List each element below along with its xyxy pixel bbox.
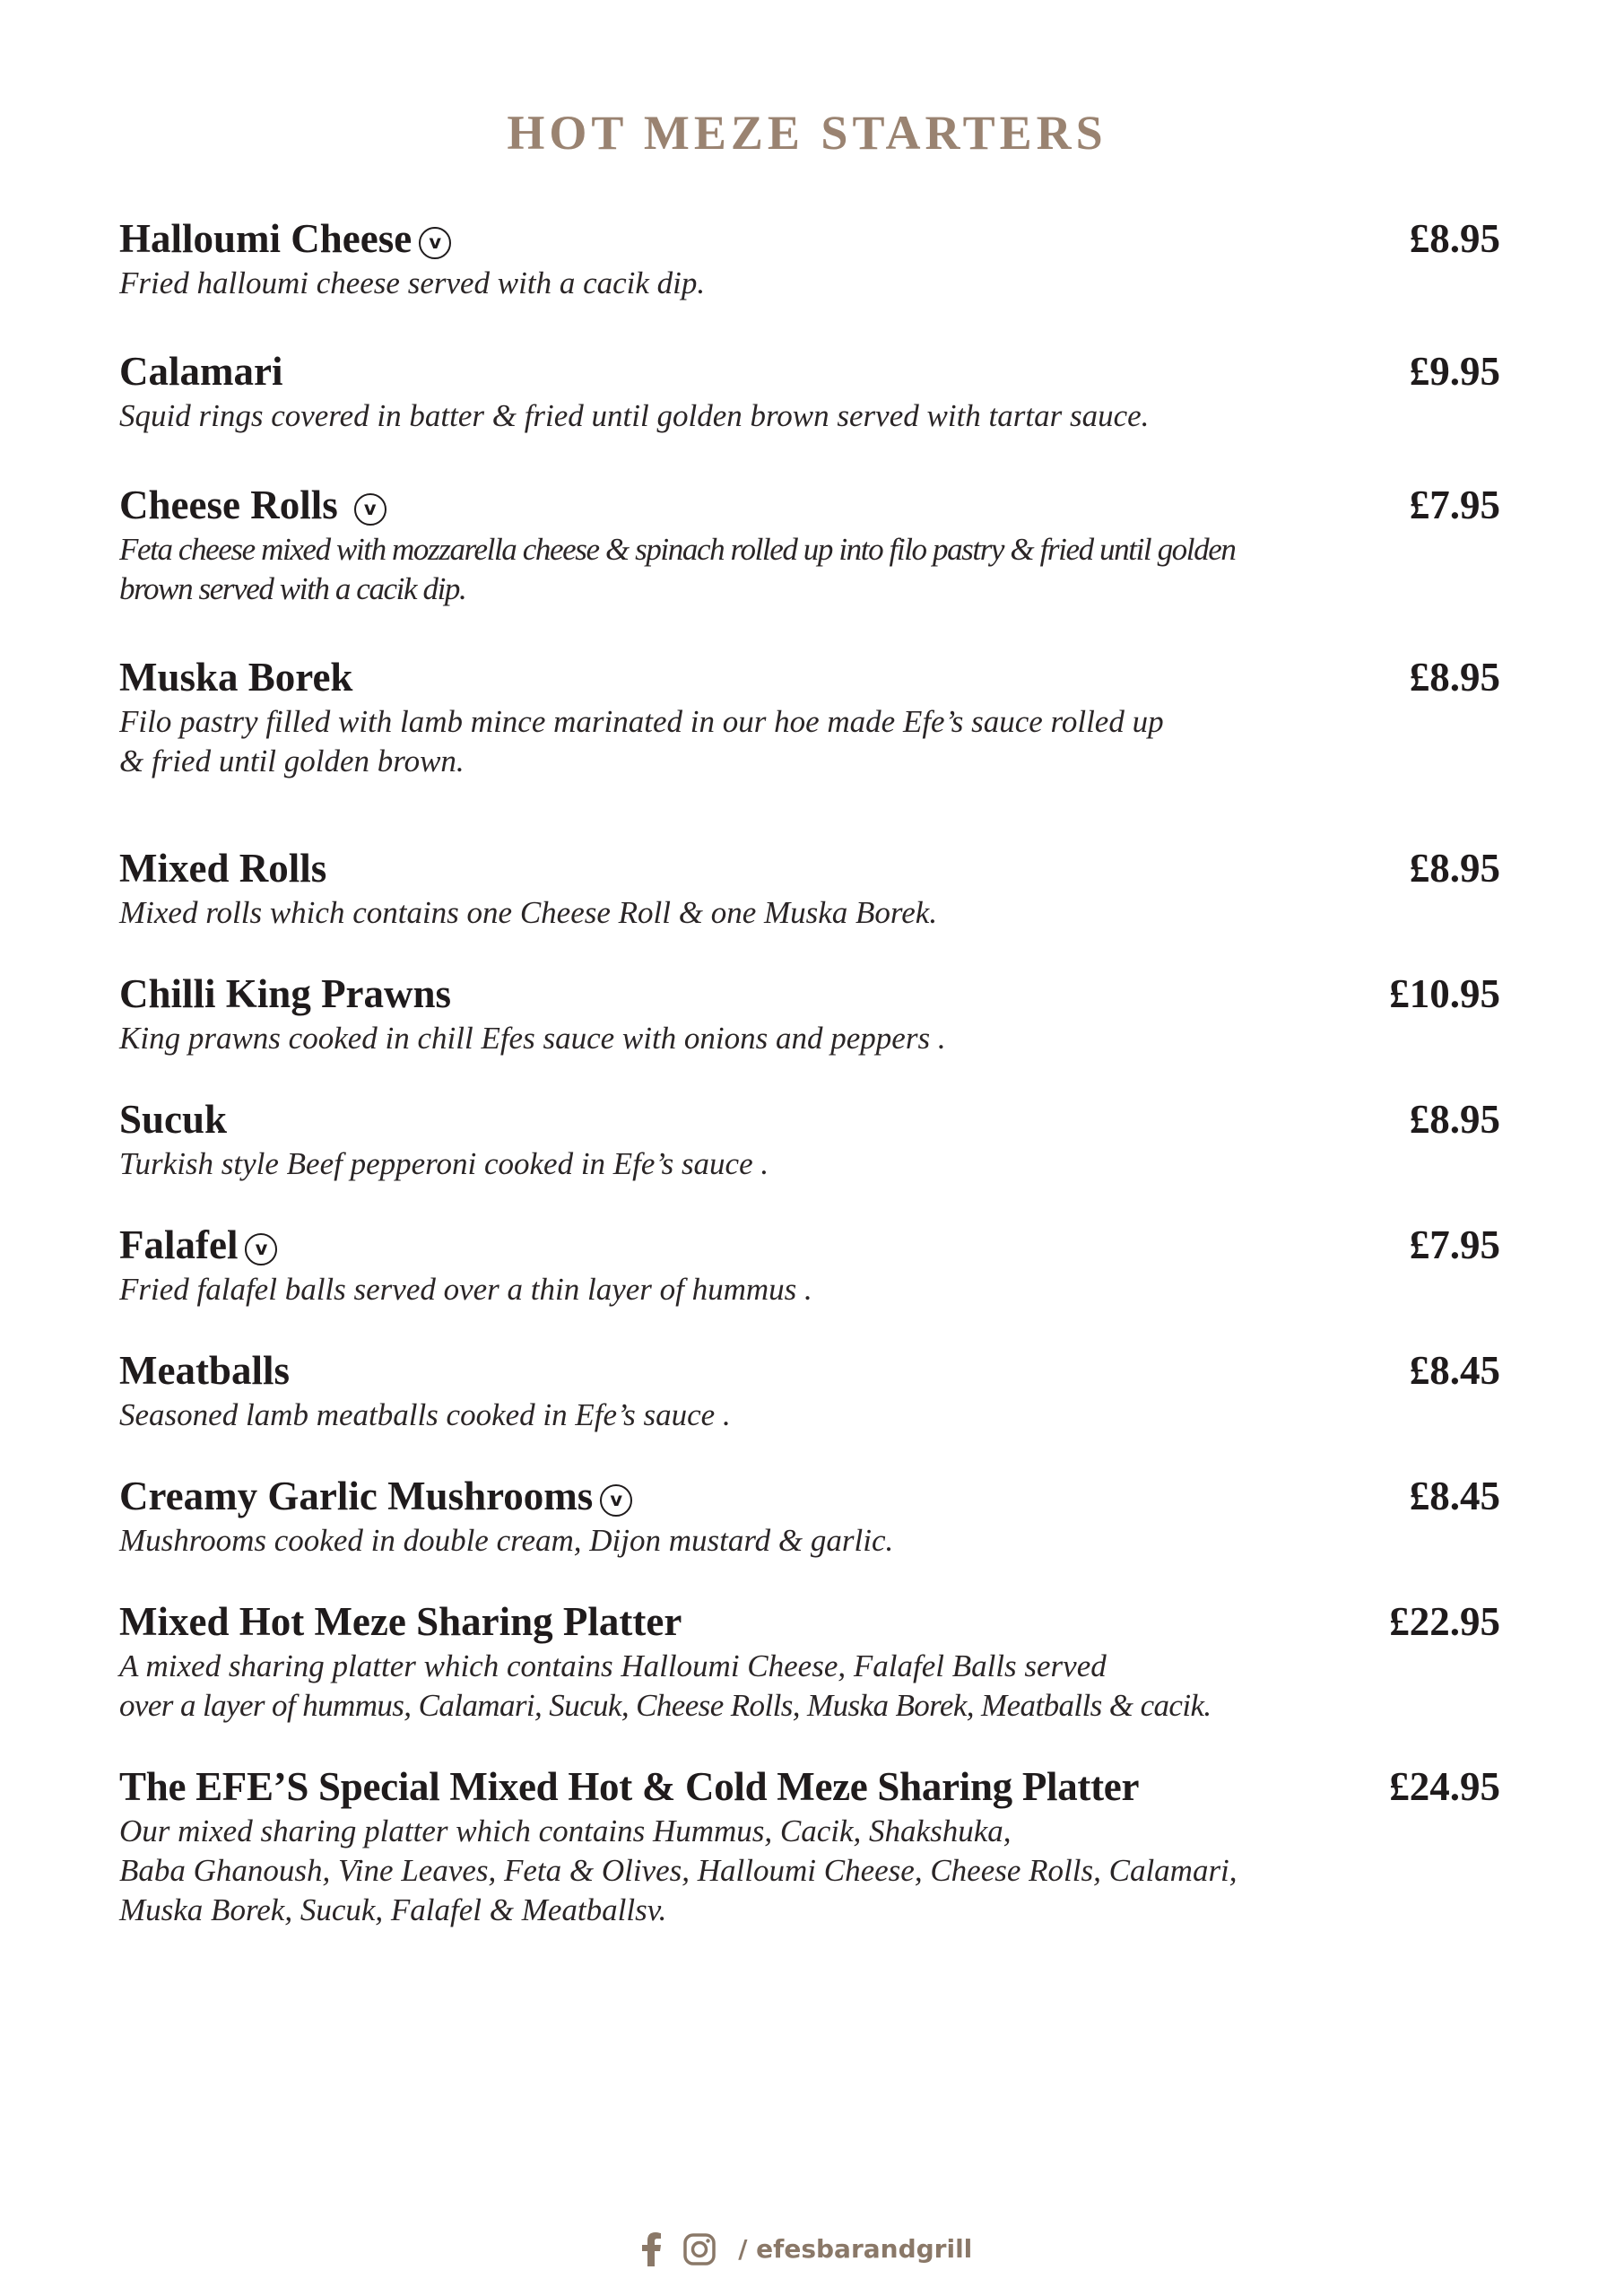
item-price: £7.95	[1409, 483, 1500, 527]
menu-item	[119, 346, 1500, 436]
item-price: £9.95	[1409, 349, 1500, 394]
item-description: Mushrooms cooked in double cream, Dijon mustard & garlic.	[119, 1523, 894, 1558]
item-description: Our mixed sharing platter which contains Hummus, Cacik, Shakshuka,	[119, 1813, 1012, 1848]
menu-item	[119, 480, 1500, 609]
item-price: £8.45	[1409, 1474, 1500, 1518]
item-name: Creamy Garlic Mushrooms v	[119, 1471, 632, 1521]
vegetarian-icon: v	[419, 227, 451, 259]
instagram-icon[interactable]	[682, 2232, 716, 2266]
menu-item	[119, 1471, 1500, 1561]
menu-item	[119, 213, 1500, 303]
menu-item	[119, 969, 1500, 1058]
item-price: £8.95	[1409, 1097, 1500, 1142]
item-price: £8.95	[1409, 216, 1500, 261]
item-name: Sucuk	[119, 1097, 228, 1142]
item-price: £8.95	[1409, 655, 1500, 700]
item-description: Baba Ghanoush, Vine Leaves, Feta & Olives, Halloumi Cheese, Cheese Rolls, Calamari,	[119, 1853, 1238, 1888]
item-price: £8.45	[1409, 1348, 1500, 1393]
menu-item	[119, 1596, 1500, 1726]
item-description: Filo pastry filled with lamb mince marinated in our hoe made Efe’s sauce rolled up	[119, 704, 1164, 739]
item-price: £22.95	[1389, 1599, 1500, 1644]
item-description: Mixed rolls which contains one Cheese Roll & one Muska Borek.	[119, 895, 938, 930]
item-price: £8.95	[1409, 846, 1500, 891]
item-price: £10.95	[1389, 971, 1500, 1016]
facebook-icon[interactable]	[642, 2232, 662, 2266]
menu-item	[119, 1761, 1500, 1930]
item-description: King prawns cooked in chill Efes sauce with onions and peppers .	[119, 1021, 946, 1056]
item-name: Mixed Rolls	[119, 846, 327, 891]
item-description: & fried until golden brown.	[119, 744, 465, 778]
item-description: Muska Borek, Sucuk, Falafel & Meatballsv.	[119, 1892, 667, 1927]
item-name: Mixed Hot Meze Sharing Platter	[119, 1599, 682, 1644]
item-description: Turkish style Beef pepperoni cooked in Efe’s sauce .	[119, 1146, 769, 1181]
menu-item	[119, 1094, 1500, 1184]
page-title: HOT MEZE STARTERS	[507, 106, 1107, 160]
item-description: A mixed sharing platter which contains Halloumi Cheese, Falafel Balls served	[119, 1648, 1107, 1683]
item-description: brown served with a cacik dip.	[119, 571, 466, 606]
vegetarian-icon: v	[245, 1233, 277, 1265]
menu-item	[119, 1345, 1500, 1435]
item-price: £7.95	[1409, 1222, 1500, 1267]
item-name: Muska Borek	[119, 655, 353, 700]
item-description: Feta cheese mixed with mozzarella cheese & spinach rolled up into filo pastry & fried until golden	[119, 532, 1236, 567]
vegetarian-icon: v	[354, 493, 386, 526]
item-name: Cheese Rolls v	[119, 480, 386, 530]
item-price: £24.95	[1389, 1764, 1500, 1809]
social-handle[interactable]: / efesbarandgrill	[738, 2234, 973, 2264]
item-name: Halloumi Cheese v	[119, 213, 451, 264]
item-description: Seasoned lamb meatballs cooked in Efe’s sauce .	[119, 1397, 731, 1432]
item-name: The EFE’S Special Mixed Hot & Cold Meze Sharing Platter	[119, 1764, 1140, 1809]
item-name: Chilli King Prawns	[119, 971, 452, 1016]
item-description: over a layer of hummus, Calamari, Sucuk, Cheese Rolls, Muska Borek, Meatballs & cacik.	[119, 1688, 1212, 1723]
menu-item	[119, 843, 1500, 933]
vegetarian-icon: v	[600, 1484, 632, 1517]
menu-item	[119, 652, 1500, 781]
item-description: Squid rings covered in batter & fried until golden brown served with tartar sauce.	[119, 398, 1150, 433]
social-footer	[0, 2229, 1598, 2269]
item-name: Calamari	[119, 349, 283, 394]
item-name: Falafel v	[119, 1220, 277, 1270]
item-description: Fried halloumi cheese served with a cacik dip.	[119, 265, 706, 300]
menu-item	[119, 1220, 1500, 1309]
item-description: Fried falafel balls served over a thin layer of hummus .	[119, 1272, 812, 1307]
item-name: Meatballs	[119, 1348, 290, 1393]
